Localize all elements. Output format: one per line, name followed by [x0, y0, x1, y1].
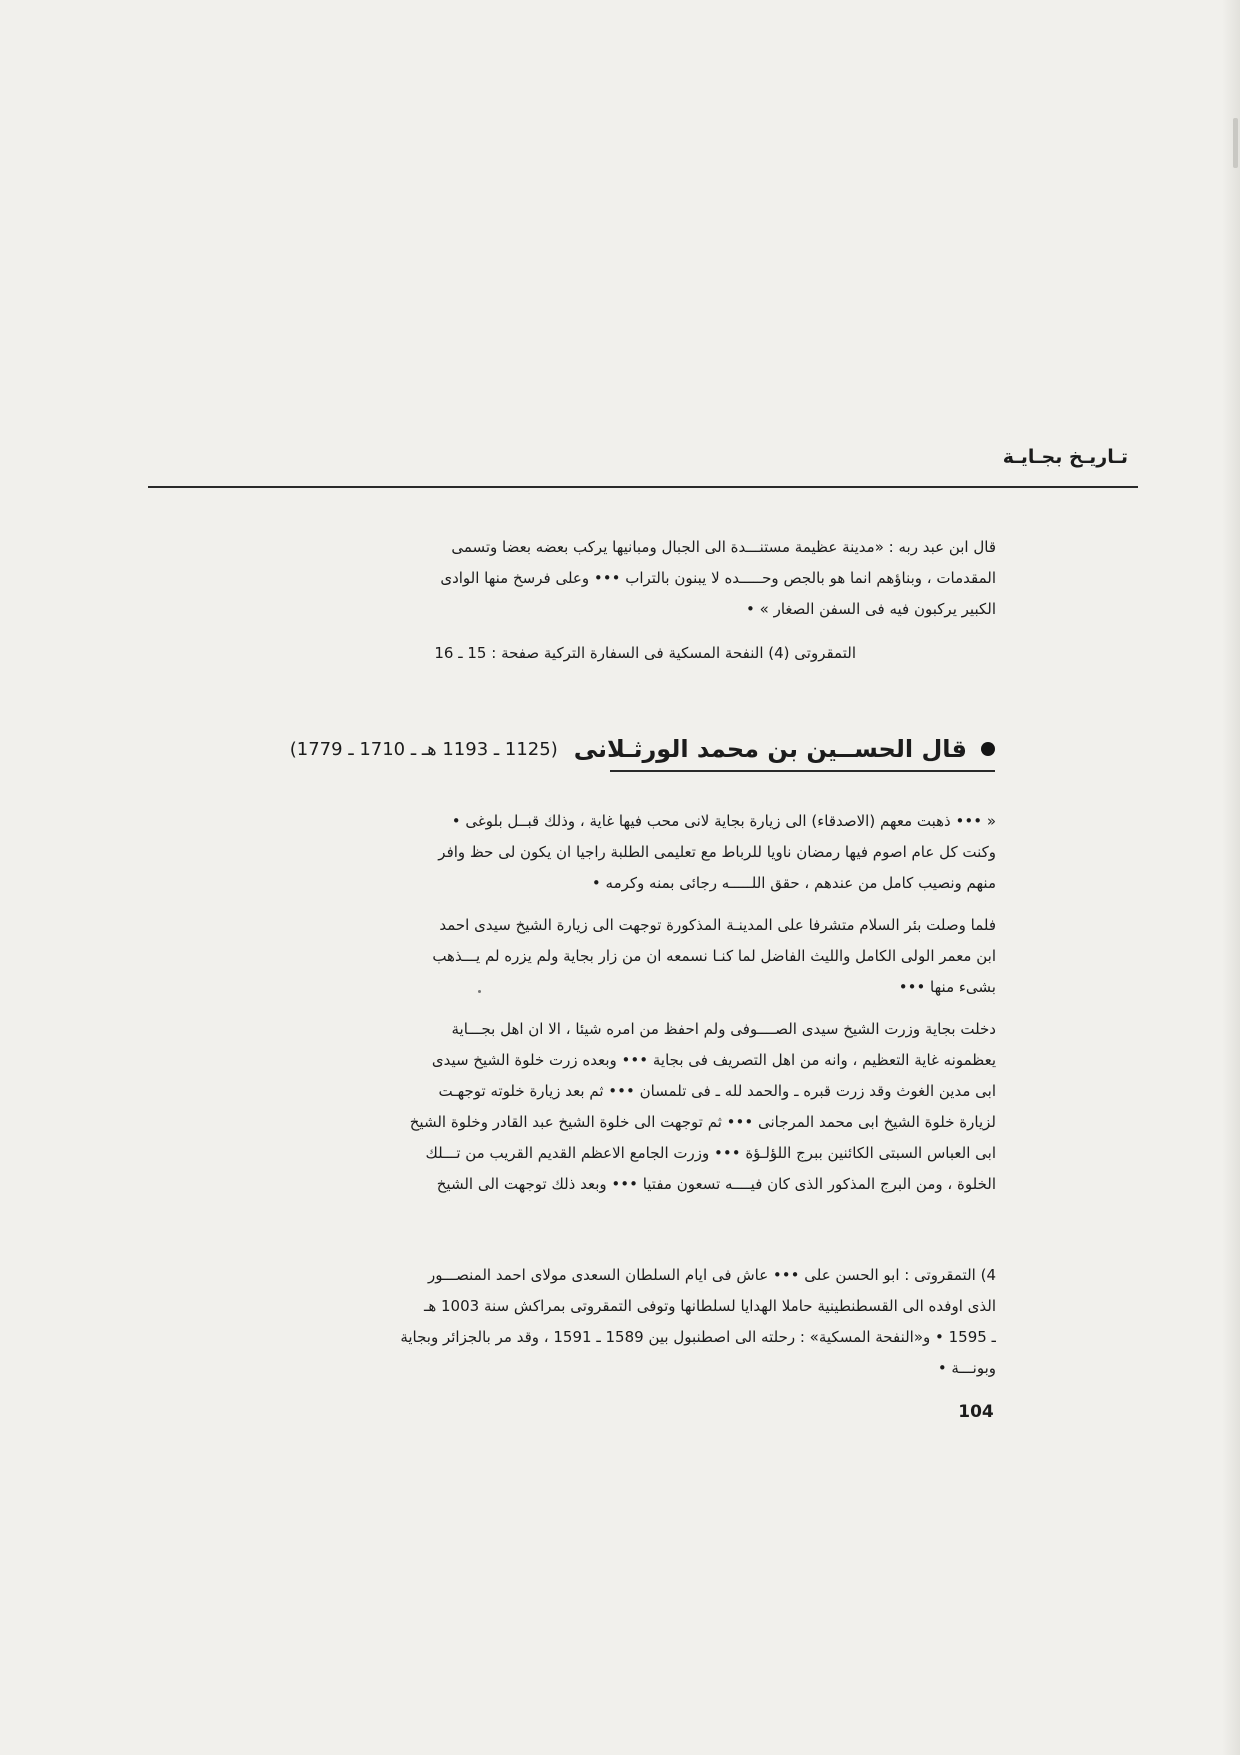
paragraph-line: وكنت كل عام اصوم فيها رمضان ناويا للرباط مع تعليمى الطلبة راجيا ان يكون لى حظ وافر [438, 843, 996, 861]
scan-speck [478, 990, 481, 993]
section-title: قال الحســين بن محمد الورثـلانى [573, 735, 967, 763]
paragraph-line: دخلت بجاية وزرت الشيخ سيدى الصــــوفى ولم احفظ من امره شيئا ، الا ان اهل بجـــاية [451, 1020, 996, 1038]
footnote-line: 4) التمقروتى : ابو الحسن على ••• عاش فى ايام السلطان السعدى مولاى احمد المنصـــور [427, 1266, 996, 1284]
paragraph [240, 806, 996, 899]
section-heading [285, 735, 995, 785]
quote-block [240, 532, 996, 625]
paragraph-line: يعظمونه غاية التعظيم ، وانه من اهل التصريف فى بجاية ••• وبعده زرت خلوة الشيخ سيدى [431, 1051, 996, 1069]
paragraph-line: ابى العباس السبتى الكائنين ببرج اللؤلـؤة ••• وزرت الجامع الاعظم القديم القريب من تـــلك [425, 1144, 996, 1162]
paragraph-line: منهم ونصيب كامل من عندهم ، حقق اللـــــه رجائى بمنه وكرمه • [591, 874, 996, 892]
paragraph-line: الخلوة ، ومن البرج المذكور الذى كان فيــــه تسعون مفتيا ••• وبعد ذلك توجهت الى الشيخ [436, 1175, 996, 1193]
paragraph-line: ابى مدين الغوث وقد زرت قبره ـ والحمد لله ـ فى تلمسان ••• ثم بعد زيارة خلوته توجهـت [438, 1082, 996, 1100]
heading-underline [610, 770, 995, 772]
quote-line: الكبير يركبون فيه فى السفن الصغار » • [746, 600, 996, 618]
bullet-icon [981, 742, 995, 756]
paragraph-line: فلما وصلت بئر السلام متشرفا على المدينـة المذكورة توجهت الى زيارة الشيخ سيدى احمد [439, 916, 996, 934]
paragraph [240, 1014, 996, 1200]
section-dates: (1125 ـ 1193 هـ ـ 1710 ـ 1779) [289, 738, 558, 760]
running-header [148, 440, 1138, 488]
paragraph-line: بشىء منها ••• [898, 978, 996, 996]
quote-line: قال ابن عبد ربه : «مدينة عظيمة مستنـــدة الى الجبال ومبانيها يركب بعضه بعضا وتسمى [451, 538, 996, 556]
running-title: تـاريـخ بجـايـة [1002, 446, 1128, 468]
footnote [240, 1260, 996, 1384]
page-number: 104 [958, 1402, 994, 1422]
paragraph-line: ابن معمر الولى الكامل والليث الفاضل لما كنـا نسمعه ان من زار بجاية ولم يزره لم يـــذهب [432, 947, 996, 965]
footnote-line: الذى اوفده الى القسطنطينية حاملا الهدايا لسلطانها وتوفى التمقروتى بمراكش سنة 1003 هـ [423, 1297, 996, 1315]
scan-edge-shadow [1222, 0, 1240, 1755]
footnote-line: ـ 1595 • و«النفحة المسكية» : رحلته الى اصطنبول بين 1589 ـ 1591 ، وقد مر بالجزائر وبجاية [400, 1328, 996, 1346]
paragraph-line: لزيارة خلوة الشيخ ابى محمد المرجانى ••• ثم توجهت الى خلوة الشيخ عبد القادر وخلوة الشيخ [409, 1113, 996, 1131]
footnote-line: وبونـــة • [937, 1359, 996, 1377]
paragraph [240, 910, 996, 1003]
paragraph-line: « ••• ذهبت معهم (الاصدقاء) الى زيارة بجاية لانى محب فيها غاية ، وذلك قبــل بلوغى • [451, 812, 996, 830]
quote-line: المقدمات ، وبناؤهم انما هو بالجص وحـــــده لا يبنون بالتراب ••• وعلى فرسخ منها الوادى [440, 569, 996, 587]
scan-mark [1233, 118, 1238, 168]
reference-line: التمقروتى (4) النفحة المسكية فى السفارة التركية صفحة : 15 ـ 16 [434, 644, 856, 662]
